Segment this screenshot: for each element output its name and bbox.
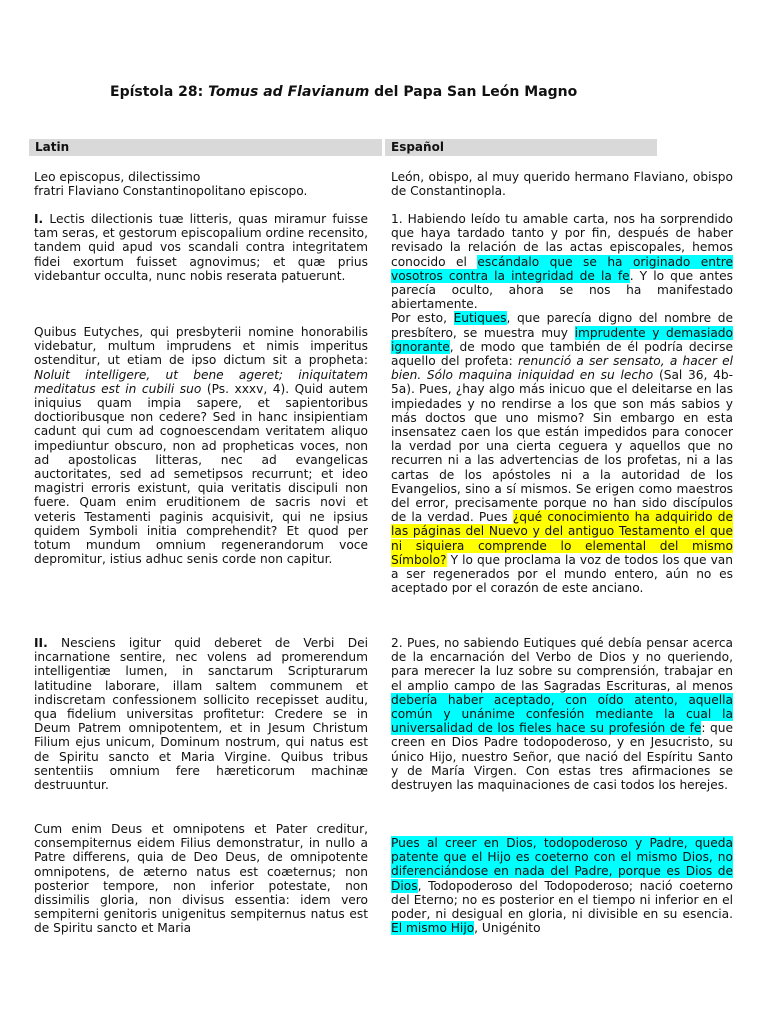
highlighted-text: escándalo que se ha originado entre vosotros contra la integridad de la fe (391, 254, 733, 283)
text-run: . Y lo que antes parecía oculto, ahora se nos ha manifestado abiertamente. (391, 268, 733, 312)
text-run: Leo episcopus, dilectissimo (34, 170, 201, 184)
text-run: Y lo que proclama la voz de todos los que van a ser regenerados por el mundo entero, aún no es aceptado por el corazón de este anciano. (391, 552, 733, 596)
latin-paragraph (34, 636, 368, 792)
title-suffix: del Papa San León Magno (369, 84, 578, 100)
highlighted-text: debería haber aceptado, con oído atento, aquella común y unánime confesión mediante la cual la universalidad de los fieles hace su profesión de fe (391, 692, 733, 736)
text-run: Nesciens igitur quid deberet de Verbi Dei incarnatione sentire, nec volens ad promerendum intelligentiæ lumen, in sanctarum Scripturarum latitudine laborare, illam saltem communem et indiscretam confessionem sollicito recepisset auditu, qua fidelium universitas profitetur: Credere se in Deum Patrem omnipotentem, et in Jesum Christum Filium ejus unicum, Dominum nostrum, qui natus est de Spiritu sancto et Maria Virgine. Quibus tribus sententiis omnium fere hæreticorum machinæ destruuntur. (34, 636, 368, 793)
text-run: (Sal 36, 4b-5a). Pues, ¿hay algo más inicuo que el deleitarse en las impiedades y no rendirse a los que son más sabios y más doctos que uno mismo? Sin embargo en esta insensatez caen los que están impedidos para conocer la verdad por una cierta ceguera y aquellos que no recurren ni a las advertencias de los profetas, ni a las cartas de los apóstoles ni a la autoridad de los Evangelios, sino a sí mismos. Se erigen como maestros del error, precisamente porque no han sido discípulos de la verdad. Pues (391, 368, 733, 525)
text-run: renunció a ser sensato, a hacer el bien. Sólo maquina iniquidad en su lecho (391, 354, 733, 383)
latin-paragraph (34, 170, 368, 198)
text-run: , Todopoderoso del Todopoderoso; nació coeterno del Eterno; no es posterior en el tiempo ni inferior en el poder, ni desigual en gloria, ni divisible en su esencia. (391, 878, 733, 922)
spanish-paragraph (391, 836, 733, 935)
text-run: I. (34, 212, 44, 226)
text-run: (Ps. xxxv, 4). Quid autem iniquius quam impia sapere, et sapientoribus doctioribusque non cedere? Sed in hanc insipientiam cadunt qui cum ad cognoescendam veritatem aliquo impediuntur obscuro, non ad propheticas voces, non ad apostolicas litteras, nec ad evangelicas auctoritates, sed ad semetipsos recurrunt; et ideo magistri erroris existunt, quia veritatis discipuli non fuere. Quam enim eruditionem de sacris novi et veteris Testamenti paginis acquisivit, qui ne ipsius quidem Symboli initia comprehendit? Et quod per totum mundum omnium regenerandorum voce depromitur, istius adhuc senis corde non capitur. (34, 381, 368, 567)
text-run: : que creen en Dios Padre todopoderoso, y en Jesucristo, su único Hijo, nuestro Señor, que nació del Espíritu Santo y de María Virgen. Con estas tres afirmaciones se destruyen las maquinaciones de casi todos los herejes. (391, 721, 733, 793)
latin-paragraph (34, 822, 368, 936)
spanish-paragraph (391, 636, 733, 792)
highlighted-text: Eutiques (453, 311, 507, 326)
page-title (110, 84, 577, 100)
highlighted-text: imprudente y demasiado ignorante (391, 325, 734, 354)
highlighted-text: Pues al creer en Dios, todopoderoso y Padre, queda patente que el Hijo es coeterno con el mismo Dios, no diferenciándose en nada del Padre, porque es Dios de Dios (391, 836, 733, 893)
text-run: II. (34, 636, 48, 650)
highlighted-text: ¿qué conocimiento ha adquirido de las páginas del Nuevo y del antiguo Testamento el que ni siquiera comprende lo elemental del mismo Símbolo? (391, 510, 733, 567)
text-run: 2. Pues, no sabiendo Eutiques qué debía pensar acerca de la encarnación del Verbo de Dios y no queriendo, para merecer la luz sobre su comprensión, trabajar en el amplio campo de las Sagradas Escrituras, al menos (391, 636, 733, 693)
title-prefix: Epístola 28: (110, 84, 209, 100)
text-run: fratri Flaviano Constantinopolitano episcopo. (34, 184, 308, 199)
text-run: Cum enim Deus et omnipotens et Pater creditur, consempiternus eidem Filius demonstratur, in nullo a Patre differens, quia de Deo Deus, de omnipotente omnipotens, de æterno natus est coæternus; non posterior tempore, non inferior potestate, non dissimilis gloria, non divisus essentia: idem vero sempiterni genitoris unigenitus sempiternus natus est de Spiritu sancto et Maria (34, 822, 368, 936)
text-run: , que parecía digno del nombre de presbítero, se muestra muy (391, 311, 733, 340)
spanish-column-header: Español (385, 139, 657, 156)
latin-column-header: Latin (29, 139, 382, 156)
title-italic: Tomus ad Flavianum (208, 84, 370, 100)
text-run: Quibus Eutyches, qui presbyterii nomine honorabilis videbatur, multum imprudens et nimis imperitus ostenditur, ut etiam de ipso dictum sit a propheta: (34, 325, 368, 368)
latin-paragraph (34, 325, 368, 566)
text-run: Lectis dilectionis tuæ litteris, quas miramur fuisse tam seras, et gestorum episcopalium ordine recensito, tandem quid apud vos scandali contra integritatem fidei exortum fuisset agnovimus; et quæ prius videbantur occulta, nunc nobis reserata patuerunt. (34, 212, 368, 283)
highlighted-text: El mismo Hijo (391, 921, 475, 936)
text-run: Noluit intelligere, ut bene ageret; iniquitatem meditatus est in cubili suo (34, 367, 368, 396)
text-run: , Unigénito (474, 921, 541, 936)
text-run: Por esto, (391, 311, 454, 326)
latin-paragraph (34, 212, 368, 283)
spanish-paragraph (391, 212, 733, 595)
text-run: , de modo que también de él podría decirse aquello del profeta: (391, 339, 733, 369)
text-run: 1. Habiendo leído tu amable carta, nos ha sorprendido que haya tardado tanto y por fin, después de haber revisado la relación de las actas episcopales, hemos conocido el (391, 212, 733, 269)
spanish-paragraph (391, 170, 733, 198)
text-run: León, obispo, al muy querido hermano Flaviano, obispo de Constantinopla. (391, 170, 733, 199)
